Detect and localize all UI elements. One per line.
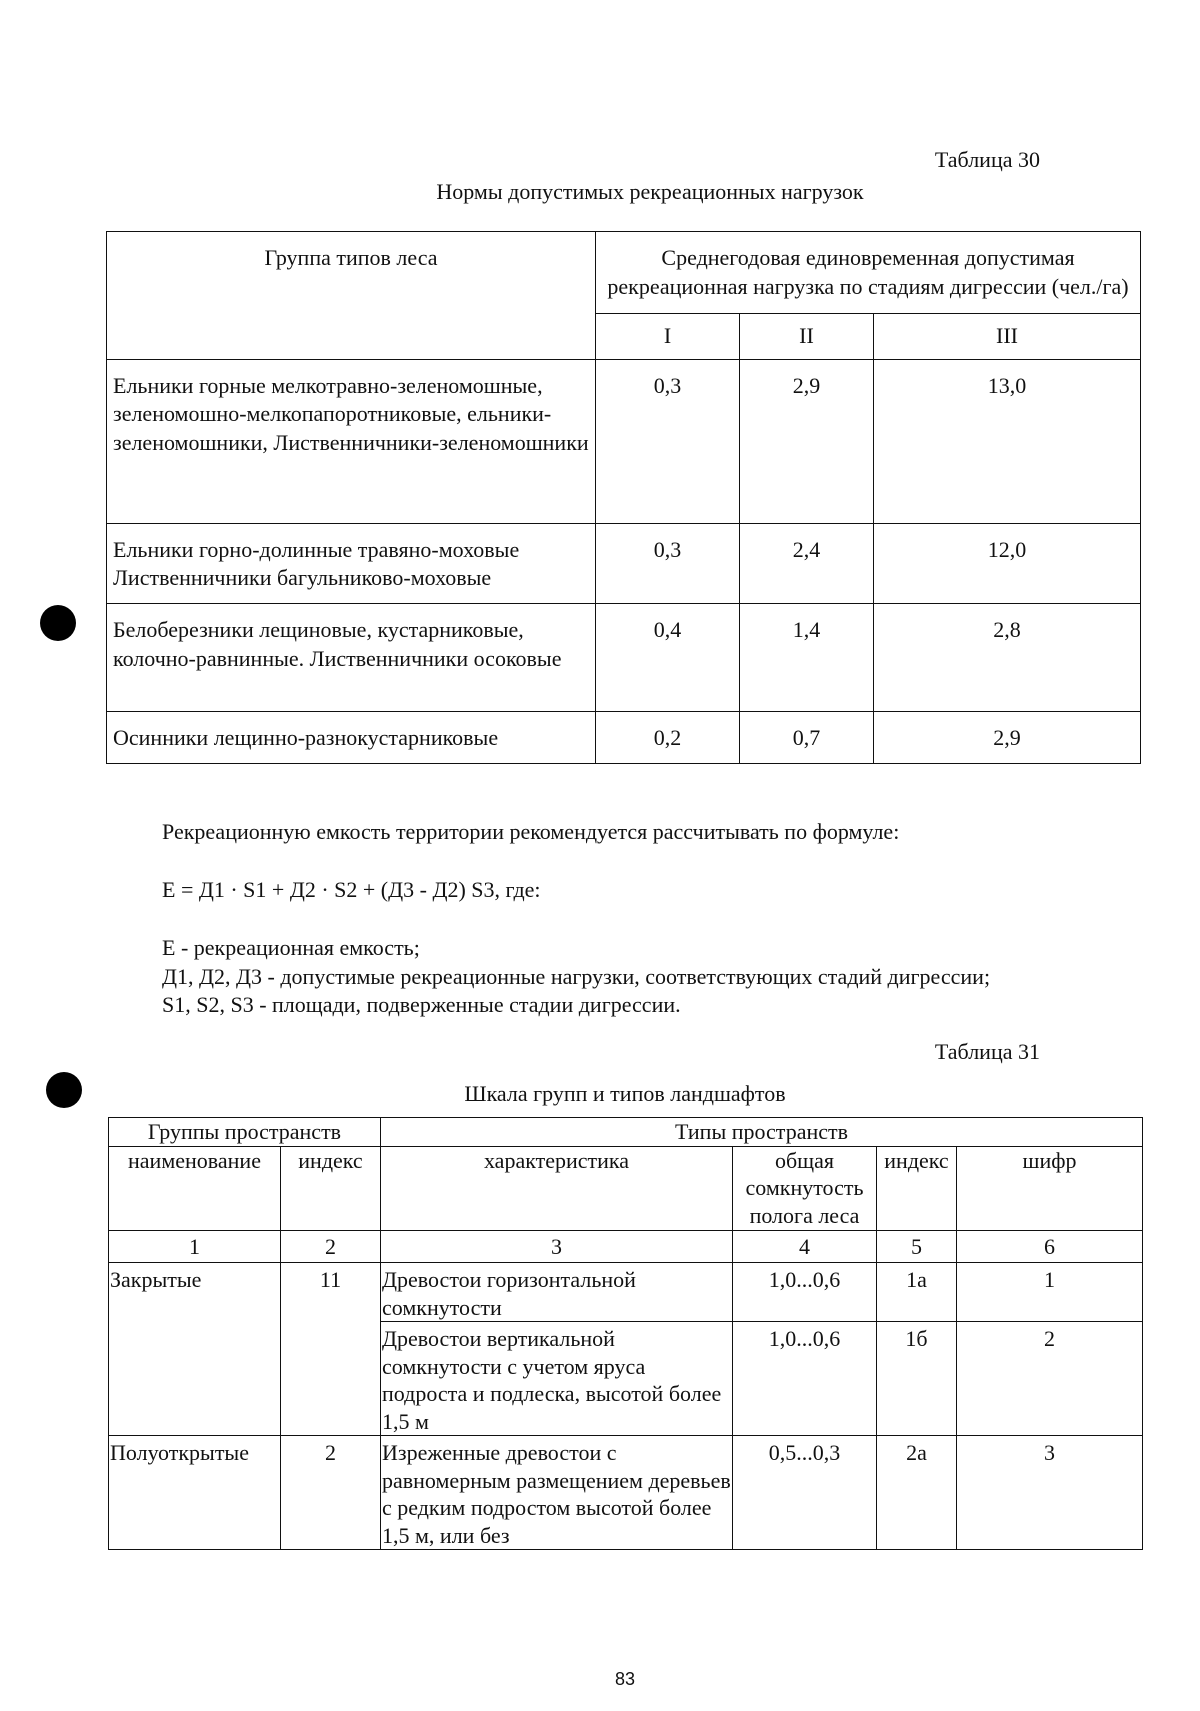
header-space-types: Типы пространств xyxy=(381,1118,1143,1147)
header-type-index: индекс xyxy=(877,1146,957,1230)
header-characteristic: характеристика xyxy=(381,1146,733,1230)
code-cell: 2 xyxy=(957,1322,1143,1436)
load-stage-1-cell: 0,3 xyxy=(596,523,740,603)
forest-group-cell: Ельники горные мелкотравно-зеленомошные, зеленомошно-мелкопапоротниковые, ельники-зеленомошники, Лиственничники-зеленомошники xyxy=(107,359,596,523)
column-number: 4 xyxy=(733,1230,877,1263)
load-stage-1-cell: 0,3 xyxy=(596,359,740,523)
code-cell: 3 xyxy=(957,1436,1143,1550)
header-code: шифр xyxy=(957,1146,1143,1230)
header-stage-2: II xyxy=(740,314,874,360)
table-row xyxy=(107,523,1141,603)
header-stage-3: III xyxy=(874,314,1141,360)
table-31-title: Шкала групп и типов ландшафтов xyxy=(464,1081,786,1106)
formula-definitions xyxy=(162,934,990,1020)
column-number: 5 xyxy=(877,1230,957,1263)
type-index-cell: 2а xyxy=(877,1436,957,1550)
table-30-label: Таблица 30 xyxy=(934,147,1040,172)
characteristic-cell: Изреженные древостои с равномерным размещением деревьев с редким подростом высотой более 1,5 м, или без xyxy=(381,1436,733,1550)
header-stage-1: I xyxy=(596,314,740,360)
load-stage-1-cell: 0,4 xyxy=(596,603,740,711)
table-30-title: Нормы допустимых рекреационных нагрузок xyxy=(436,179,864,204)
group-name-cell: Полуоткрытые xyxy=(109,1436,281,1550)
type-index-cell: 1б xyxy=(877,1322,957,1436)
header-space-groups: Группы пространств xyxy=(109,1118,381,1147)
table-row xyxy=(107,603,1141,711)
type-index-cell: 1а xyxy=(877,1263,957,1322)
group-name-cell: Закрытые xyxy=(109,1263,281,1436)
formula-intro: Рекреационную емкость территории рекомендуется рассчитывать по формуле: xyxy=(162,819,900,844)
table-31 xyxy=(108,1117,1143,1550)
characteristic-cell: Древостои горизонтальной сомкнутости xyxy=(381,1263,733,1322)
forest-group-cell: Ельники горно-долинные травяно-моховые Лиственничники багульниково-моховые xyxy=(107,523,596,603)
table-row xyxy=(109,1263,1143,1322)
page-number: 83 xyxy=(614,1669,636,1689)
load-stage-2-cell: 0,7 xyxy=(740,711,874,763)
load-stage-2-cell: 2,9 xyxy=(740,359,874,523)
header-canopy-density: общая сомкнутость полога леса xyxy=(733,1146,877,1230)
canopy-density-cell: 1,0...0,6 xyxy=(733,1263,877,1322)
definition-d: Д1, Д2, Д3 - допустимые рекреационные нагрузки, соответствующих стадий дигрессии; xyxy=(162,963,991,989)
column-number: 6 xyxy=(957,1230,1143,1263)
code-cell: 1 xyxy=(957,1263,1143,1322)
load-stage-1-cell: 0,2 xyxy=(596,711,740,763)
table-row xyxy=(107,711,1141,763)
header-name: наименование xyxy=(109,1146,281,1230)
load-stage-2-cell: 1,4 xyxy=(740,603,874,711)
definition-e: Е - рекреационная емкость; xyxy=(162,935,420,960)
load-stage-2-cell: 2,4 xyxy=(740,523,874,603)
forest-group-cell: Белоберезники лещиновые, кустарниковые, колочно-равнинные. Лиственничники осоковые xyxy=(107,603,596,711)
punch-hole xyxy=(40,605,76,641)
formula-equation: Е = Д1 · S1 + Д2 · S2 + (Д3 - Д2) S3, где: xyxy=(162,877,541,902)
group-index-cell: 2 xyxy=(281,1436,381,1550)
column-number: 1 xyxy=(109,1230,281,1263)
load-stage-3-cell: 12,0 xyxy=(874,523,1141,603)
forest-group-cell: Осинники лещинно-разнокустарниковые xyxy=(107,711,596,763)
table-31-label: Таблица 31 xyxy=(934,1039,1040,1064)
table-row xyxy=(109,1436,1143,1550)
characteristic-cell: Древостои вертикальной сомкнутости с учетом яруса подроста и подлеска, высотой более 1,5 м xyxy=(381,1322,733,1436)
definition-s: S1, S2, S3 - площади, подверженные стадии дигрессии. xyxy=(162,992,681,1018)
table-row xyxy=(107,359,1141,523)
header-group-index: индекс xyxy=(281,1146,381,1230)
table-30 xyxy=(106,231,1141,764)
header-forest-group: Группа типов леса xyxy=(107,232,596,360)
column-number: 2 xyxy=(281,1230,381,1263)
canopy-density-cell: 1,0...0,6 xyxy=(733,1322,877,1436)
column-numbers-row xyxy=(109,1230,1143,1263)
header-recreational-load: Среднегодовая единовременная допустимая рекреационная нагрузка по стадиям дигрессии (чел./га) xyxy=(596,232,1141,314)
group-index-cell: 11 xyxy=(281,1263,381,1436)
load-stage-3-cell: 13,0 xyxy=(874,359,1141,523)
canopy-density-cell: 0,5...0,3 xyxy=(733,1436,877,1550)
load-stage-3-cell: 2,8 xyxy=(874,603,1141,711)
column-number: 3 xyxy=(381,1230,733,1263)
load-stage-3-cell: 2,9 xyxy=(874,711,1141,763)
